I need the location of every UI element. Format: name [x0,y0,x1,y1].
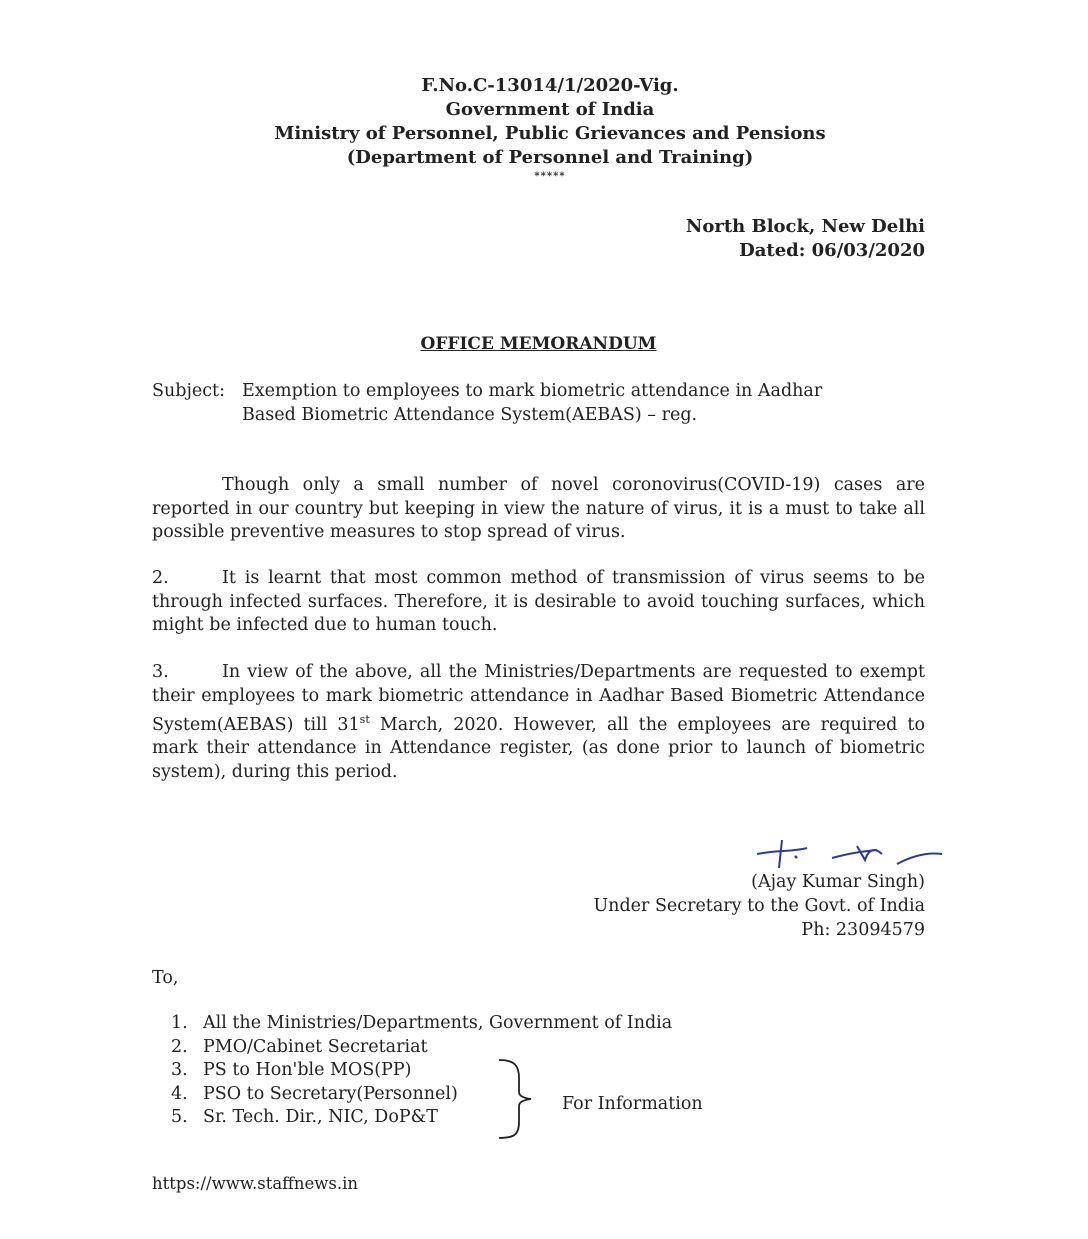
government-name: Government of India [445,99,655,120]
paragraph-1: Though only a small number of novel coronovirus(COVID-19) cases are reported in our country but keeping in view the nature of virus, it is a must to take all possible preventive measures to stop spread of virus. [152,475,925,542]
subject-block [152,379,925,427]
subject-line-2: Based Biometric Attendance System(AEBAS) – reg. [242,405,698,425]
subject-line-1: Exemption to employees to mark biometric attendance in Aadhar [242,381,823,401]
letter-header [200,74,900,184]
paragraph-2-text: It is learnt that most common method of transmission of virus seems to be through infected surfaces. Therefore, it is desirable to avoid touching surfaces, which might be infected due to human touch. [152,568,925,635]
list-item: 1. All the Ministries/Departments, Government of India [171,1013,673,1033]
source-url: https://www.staffnews.in [152,1174,359,1193]
ministry-name: Ministry of Personnel, Public Grievances and Pensions [274,123,826,144]
signature-block [593,838,925,942]
curly-brace [495,1058,535,1140]
paragraph-2 [152,567,925,638]
file-number: F.No.C-13014/1/2020-Vig. [421,75,679,96]
department-name: (Department of Personnel and Training) [346,147,754,168]
paragraph-3-superscript: st [359,713,370,726]
date: Dated: 06/03/2020 [739,240,925,261]
list-item: 4. PSO to Secretary(Personnel) [171,1083,458,1104]
signatory-phone: Ph: 23094579 [801,920,925,940]
handwritten-signature [737,834,947,874]
paragraph-3-text-a: In view of the above, all the Ministries/Departments are requested to exempt their employees to mark biometric attendance in Aadhar Based Biometric Attendance System(AEBAS) till 31 [152,662,925,735]
paragraph-3-text-b: March, 2020. However, all the employees are required to mark their attendance in Attendance register, (as done prior to launch of biometric system), during this period. [152,714,925,782]
signatory-name: (Ajay Kumar Singh) [751,872,925,892]
paragraph-3-number: 3. [152,662,169,682]
signatory-designation: Under Secretary to the Govt. of India [593,896,925,916]
place-and-date [686,215,925,263]
list-item: 2. PMO/Cabinet Secretariat [171,1036,428,1057]
paragraph-2-number: 2. [152,568,169,588]
memo-title: OFFICE MEMORANDUM [420,334,657,354]
subject-label: Subject: [152,381,225,401]
location: North Block, New Delhi [685,216,925,237]
header-separator: ***** [534,171,566,182]
list-item: 5. Sr. Tech. Dir., NIC, DoP&T [171,1107,438,1127]
list-item: 3. PS to Hon'ble MOS(PP) [171,1060,412,1080]
paragraph-3 [152,661,925,784]
to-label: To, [152,968,179,988]
for-information-label: For Information [562,1094,703,1114]
